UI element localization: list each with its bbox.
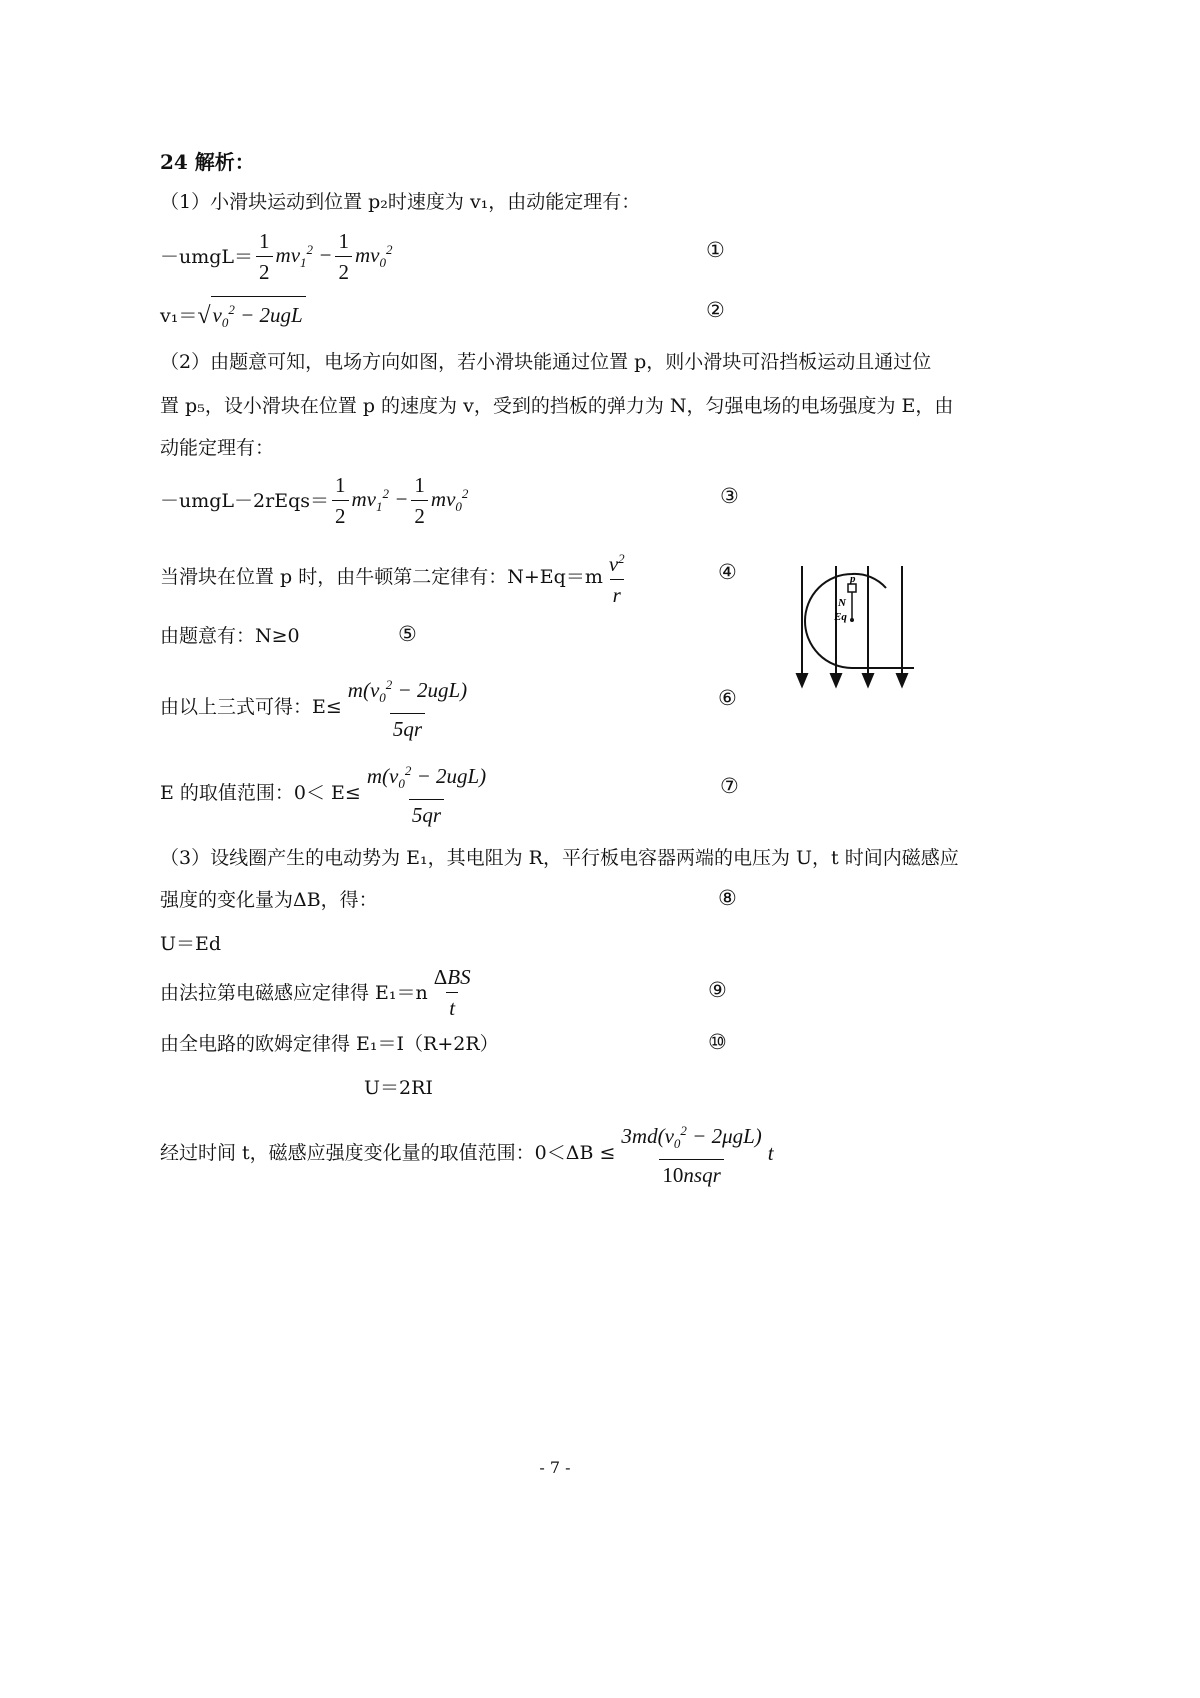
field-arrow-2 — [831, 674, 841, 686]
part2-line-3: 动能定理有： — [160, 437, 275, 459]
electric-field-figure — [790, 560, 920, 695]
equation-2-lhs: v₁＝ — [160, 305, 198, 328]
equation-9: 由法拉第电磁感应定律得 E₁＝n $\frac{\text{ΔBS}}{t}$ — [160, 965, 471, 1020]
field-arrow-4 — [897, 674, 907, 686]
result-text: 由以上三式可得：E≤ — [160, 696, 342, 719]
part3-line-1: （3）设线圈产生的电动势为 E₁，其电阻为 R，平行板电容器两端的电压为 U，t 时间内磁感应 — [160, 847, 959, 869]
equation-7: E 的取值范围：0＜ E≤ $\frac{m(v_0^2 - 2ugL)}{5qr}$ — [160, 763, 487, 828]
part1-intro: （1）小滑块运动到位置 p₂时速度为 v₁，由动能定理有： — [160, 191, 641, 213]
equation-marker-4: ④ — [718, 560, 737, 584]
equation-3-lhs: －umgL－2rEqs＝ — [160, 489, 329, 512]
faraday-text: 由法拉第电磁感应定律得 E₁＝n — [160, 981, 428, 1004]
force-point — [850, 618, 854, 622]
section-heading: 24 解析： — [160, 150, 255, 174]
equation-1: －umgL＝ $\frac{1}{2}$ $mv_1^2$ − $\frac{1}{2}$ $mv_0^2$ — [160, 229, 393, 284]
condition-text: 由题意有：N≥0 — [160, 625, 300, 647]
equation-marker-7: ⑦ — [720, 774, 739, 798]
page-number: - 7 - — [539, 1458, 571, 1477]
equation-4: 当滑块在位置 p 时，由牛顿第二定律有：N+Eq＝m $\frac{v^2}{r}$ — [160, 551, 625, 607]
equation-6: 由以上三式可得：E≤ $\frac{m(v_0^2 - 2ugL)}{5qr}$ — [160, 677, 468, 742]
voltage-equation: U＝Ed — [160, 933, 222, 955]
equation-marker-10: ⑩ — [708, 1030, 727, 1054]
range-text: E 的取值范围：0＜ E≤ — [160, 782, 361, 805]
equation-marker-8: ⑧ — [718, 886, 737, 910]
newton-law-text: 当滑块在位置 p 时，由牛顿第二定律有：N+Eq＝m — [160, 566, 603, 588]
final-result: 经过时间 t，磁感应强度变化量的取值范围：0＜ΔB ≤ $\frac{3md(v_0^2 - 2\mu gL)}{\text{10nsqr}}$ t — [160, 1123, 774, 1188]
field-arrow-1 — [797, 674, 807, 686]
equation-marker-2: ② — [706, 298, 725, 322]
equation-marker-9: ⑨ — [708, 978, 727, 1002]
slider-block — [848, 584, 856, 592]
final-text: 经过时间 t，磁感应强度变化量的取值范围：0＜ΔB ≤ — [160, 1142, 616, 1165]
voltage-equation-2: U＝2RI — [364, 1077, 433, 1099]
equation-marker-6: ⑥ — [718, 686, 737, 710]
equation-1-lhs: －umgL＝ — [160, 245, 254, 268]
figure-label-eq: Eq — [834, 611, 847, 623]
figure-label-n: N — [838, 597, 846, 609]
equation-marker-5: ⑤ — [398, 622, 417, 646]
figure-label-p: p — [850, 573, 856, 585]
equation-3: －umgL－2rEqs＝ $\frac{1}{2}$ $mv_1^2$ − $\frac{1}{2}$ $mv_0^2$ — [160, 473, 469, 528]
field-arrow-3 — [863, 674, 873, 686]
part2-line-1: （2）由题意可知，电场方向如图，若小滑块能通过位置 p，则小滑块可沿挡板运动且通过位 — [160, 351, 932, 373]
part3-line-2: 强度的变化量为ΔB，得： — [160, 889, 378, 911]
ohm-law-text: 由全电路的欧姆定律得 E₁＝I（R+2R） — [160, 1033, 499, 1055]
equation-marker-3: ③ — [720, 484, 739, 508]
part2-line-2: 置 p₅，设小滑块在位置 p 的速度为 v，受到的挡板的弹力为 N，匀强电场的电场强度为 E，由 — [160, 395, 954, 417]
equation-2: v₁＝ √ $v_0^2 - 2ugL$ — [160, 296, 306, 336]
equation-marker-1: ① — [706, 238, 725, 262]
